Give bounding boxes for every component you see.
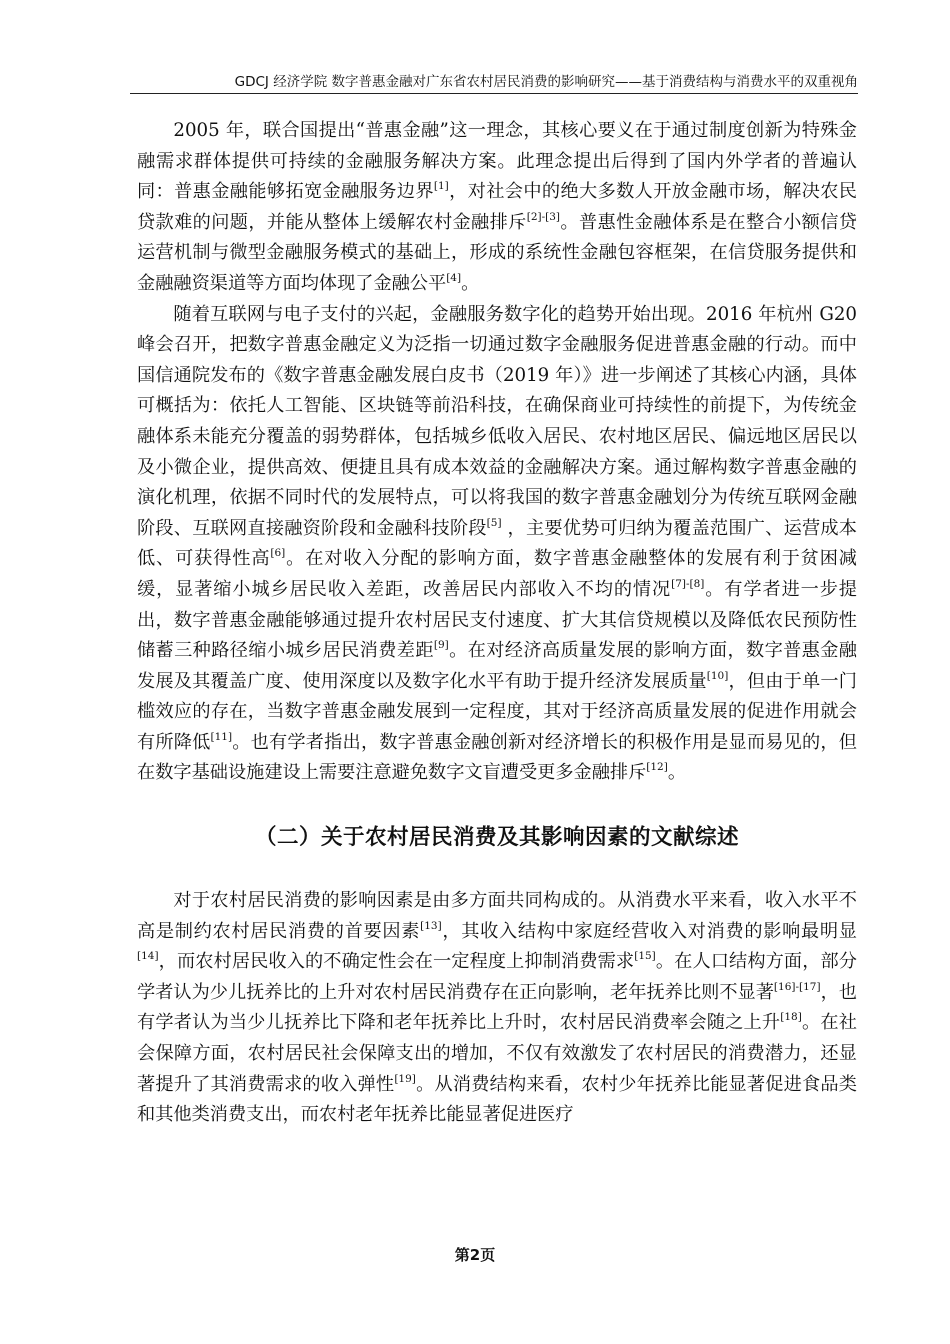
section-heading: （二）关于农村居民消费及其影响因素的文献综述 [254,825,739,851]
citation-ref: [6] [270,547,286,560]
paragraph-text: 。在对经济高质量发展的影响方面，数字普惠金融发展及其覆盖广度、使用深度以及数字化水平有助于提升经济发展质量 [137,640,857,692]
citation-ref: [5] [486,516,502,529]
citation-ref: [13] [420,919,442,932]
paragraph-text: 。有学者进一步提出，数字普惠金融能够通过提升农村居民支付速度、扩大其信贷规模以及降低农民预防性储蓄三种路径缩小城乡居民消费差距 [137,578,857,662]
citation-ref: [7]-[8] [671,577,705,590]
running-header [130,70,858,94]
paragraph-text: ，其收入结构中家庭经营收入对消费的影响最明显 [441,920,857,942]
paragraph-text: 。 [667,762,687,784]
paragraph-text: 对于农村居民消费的影响因素是由多方面共同构成的。从消费水平来看，收入水平不高是制约农村居民消费的首要因素 [137,890,857,942]
citation-ref: [18] [780,1011,802,1024]
citation-ref: [12] [646,761,668,774]
page-number: 第2页 [454,1246,496,1264]
paragraph-text: 。在社会保障方面，农村居民社会保障支出的增加，不仅有效激发了农村居民的消费潜力，还显著提升了其消费需求的收入弹性 [137,1012,857,1095]
paragraph-text: ，主要优势可归纳为覆盖范围广、运营成本低、可获得性高 [137,517,857,570]
citation-ref: [4] [446,271,462,284]
main-content [137,116,857,1131]
paragraph-text: 。 [461,272,480,294]
citation-ref: [11] [210,730,233,743]
paragraph-text: ，但由于单一门槛效应的存在，当数字普惠金融发展到一定程度，其对于经济高质量发展的促进作用就会有所降低 [137,670,857,753]
running-title: GDCJ 经济学院 数字普惠金融对广东省农村居民消费的影响研究——基于消费结构与消费水平的双重视角 [234,74,858,90]
paragraph [137,300,857,790]
paragraph [137,886,857,1131]
citation-ref: [14] [137,950,159,963]
citation-ref: [15] [634,950,656,963]
citation-ref: [1] [433,180,449,193]
page-footer [0,1244,950,1265]
paragraph-text: 。从消费结构来看，农村少年抚养比能显著促进食品类和其他类消费支出，而农村老年抚养比能显著促进医疗 [137,1073,857,1126]
paragraph-text: 随着互联网与电子支付的兴起，金融服务数字化的趋势开始出现。2016 年杭州 G20 峰会召开，把数字普惠金融定义为泛指一切通过数字金融服务促进普惠金融的行动。而中国信通院发布的《数字普惠金融发展白皮书（2019 年）》进一步阐述了其核心内涵，具体可概括为：依托人工智能、区块链等前沿科技，在确保商业可持续性的前提下，为传统金融体系未能充分覆盖的弱势群体，包括城乡低收入居民、农村地区居民、偏远地区居民以及小微企业，提供高效、便捷且具有成本效益的金融解决方案。通过解构数字普惠金融的演化机理，依据不同时代的发展特点，可以将我国的数字普惠金融划分为传统互联网金融阶段、互联网直接融资阶段和金融科技阶段 [137,303,857,539]
citation-ref: [2]-[3] [526,210,561,223]
section-1-body [137,116,857,789]
citation-ref: [9] [433,639,449,652]
paragraph-text: ，对社会中的绝大多数人开放金融市场，解决农民贷款难的问题，并能从整体上缓解农村金融排斥 [137,181,857,233]
paragraph-text: 。也有学者指出，数字普惠金融创新对经济增长的积极作用是显而易见的，但在数字基础设施建设上需要注意避免数字文盲遭受更多金融排斥 [137,731,857,784]
citation-ref: [16]-[17] [773,980,821,993]
paragraph [137,116,857,300]
paragraph-text: 。普惠性金融体系是在整合小额信贷运营机制与微型金融服务模式的基础上，形成的系统性金融包容框架，在信贷服务提供和金融融资渠道等方面均体现了金融公平 [137,211,857,294]
paragraph-text: 2005 年，联合国提出“普惠金融”这一理念，其核心要义在于通过制度创新为特殊金融需求群体提供可持续的金融服务解决方案。此理念提出后得到了国内外学者的普遍认同：普惠金融能够拓宽金融服务边界 [137,120,857,203]
citation-ref: [10] [706,669,729,682]
paragraph-text: ，也有学者认为当少儿抚养比下降和老年抚养比上升时，农村居民消费率会随之上升 [137,981,857,1034]
section-2-body [137,886,857,1131]
paragraph-text: ，而农村居民收入的不确定性会在一定程度上抑制消费需求 [158,951,635,973]
citation-ref: [19] [394,1072,416,1085]
paragraph-text: 。在人口结构方面，部分学者认为少儿抚养比的上升对农村居民消费存在正向影响，老年抚养比则不显著 [137,951,857,1003]
paragraph-text: 。在对收入分配的影响方面，数字普惠金融整体的发展有利于贫困减缓，显著缩小城乡居民收入差距，改善居民内部收入不均的情况 [137,548,857,600]
